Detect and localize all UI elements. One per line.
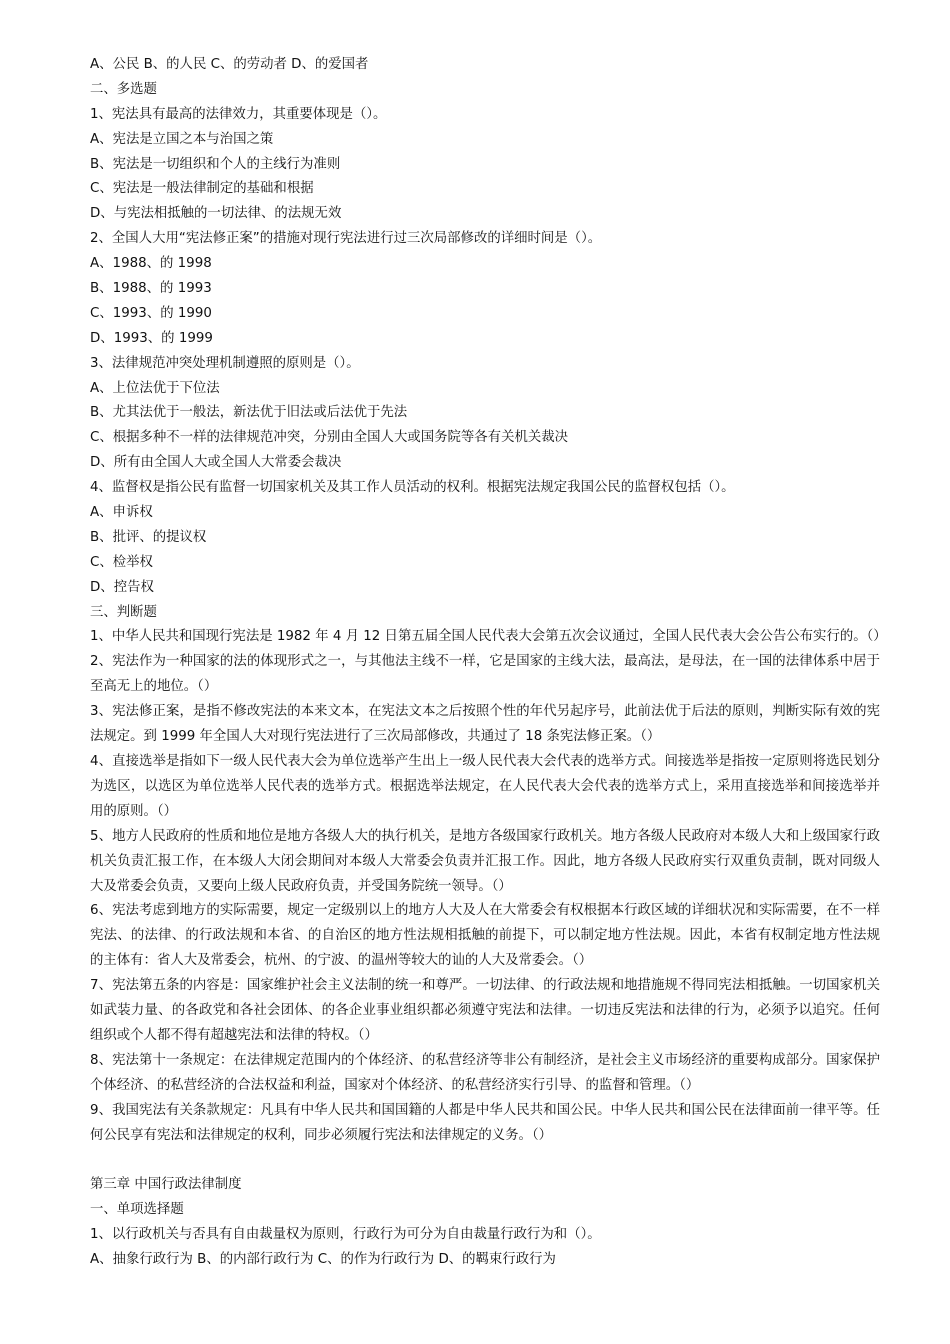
option-line: D、控告权 [90, 579, 154, 595]
section-multiple-choice [90, 53, 880, 625]
option-line: B、批评、的提议权 [90, 529, 207, 545]
document-page [90, 53, 887, 1273]
section-judgment [90, 625, 887, 1148]
judgment-item: 2、宪法作为一种国家的法的体现形式之一，与其他法主线不一样，它是国家的主线大法，最高法，是母法，在一国的法律体系中居于至高无上的地位。（） [90, 654, 880, 695]
option-line: C、根据多种不一样的法律规范冲突，分别由全国人大或国务院等各有关机关裁决 [90, 430, 569, 446]
judgment-item: 6、宪法考虑到地方的实际需要，规定一定级别以上的地方人大及人在大常委会有权根据本行政区域的详细状况和实际需要，在不一样宪法、的法律、的行政法规和本省、的自治区的地方性法规相抵触的前提下，可以制定地方性法规。因此，本省有权制定地方性法规的主体有：省人大及常委会，杭州、的宁波、的温州等较大的讪的人大及常委会。（） [90, 903, 880, 969]
option-line: C、检举权 [90, 554, 153, 570]
chapter-title: 第三章 中国行政法律制度 [90, 1177, 242, 1193]
question-line: 3、法律规范冲突处理机制遵照的原则是（）。 [90, 355, 360, 371]
section-heading: 三、判断题 [90, 604, 157, 620]
question-line: 1、以行政机关与否具有自由裁量权为原则，行政行为可分为自由裁量行政行为和（）。 [90, 1227, 601, 1243]
option-line: D、1993、的 1999 [90, 330, 213, 346]
judgment-item: 9、我国宪法有关条款规定：凡具有中华人民共和国国籍的人都是中华人民共和国公民。中华人民共和国公民在法律面前一律平等。任何公民享有宪法和法律规定的权利，同步必须履行宪法和法律规定的义务。（） [90, 1102, 880, 1143]
option-line: B、宪法是一切组织和个人的主线行为准则 [90, 156, 341, 172]
judgment-item: 4、直接选举是指如下一级人民代表大会为单位选举产生出上一级人民代表大会代表的选举方式。间接选举是指按一定原则将选民划分为选区，以选区为单位选举人民代表的选举方式。根据选举法规定，在人民代表大会代表的选举方式上，采用直接选举和间接选举并用的原则。（） [90, 754, 880, 819]
judgment-item: 5、地方人民政府的性质和地位是地方各级人大的执行机关，是地方各级国家行政机关。地方各级人民政府对本级人大和上级国家行政机关负责汇报工作，在本级人大闭会期间对本级人大常委会负责并汇报工作。因此，地方各级人民政府实行双重负责制，既对同级人大及常委会负责，又要向上级人民政府负责，并受国务院统一领导。（） [90, 828, 880, 894]
question-line: 1、宪法具有最高的法律效力，其重要体现是（）。 [90, 106, 387, 122]
option-line: C、1993、的 1990 [90, 305, 212, 321]
judgment-item: 1、中华人民共和国现行宪法是 1982 年 4 月 12 日第五届全国人民代表大会第五次会议通过，全国人民代表大会公告公布实行的。（） [90, 629, 887, 645]
option-line: D、与宪法相抵触的一切法律、的法规无效 [90, 206, 342, 222]
option-line: A、上位法优于下位法 [90, 380, 220, 396]
question-line: 2、全国人大用“宪法修正案”的措施对现行宪法进行过三次局部修改的详细时间是（）。 [90, 231, 602, 247]
option-line: B、1988、的 1993 [90, 281, 212, 297]
question-line: 4、监督权是指公民有监督一切国家机关及其工作人员活动的权利。根据宪法规定我国公民的监督权包括（）。 [90, 480, 735, 496]
option-line: D、所有由全国人大或全国人大常委会裁决 [90, 455, 342, 471]
section-heading: 二、多选题 [90, 81, 157, 97]
section-chapter-three [90, 1173, 880, 1273]
blank-line [90, 1149, 880, 1174]
judgment-item: 8、宪法第十一条规定：在法律规定范围内的个体经济、的私营经济等非公有制经济，是社会主义市场经济的重要构成部分。国家保护个体经济、的私营经济的合法权益和利益，国家对个体经济、的私营经济实行引导、的监督和管理。（） [90, 1052, 880, 1093]
option-line: A、1988、的 1998 [90, 256, 212, 272]
section-heading: 一、单项选择题 [90, 1202, 184, 1218]
option-line: C、宪法是一般法律制定的基础和根据 [90, 181, 314, 197]
option-line: A、公民 B、的人民 C、的劳动者 D、的爱国者 [90, 57, 369, 72]
option-line: A、申诉权 [90, 505, 153, 521]
judgment-item: 3、宪法修正案，是指不修改宪法的本来文本，在宪法文本之后按照个性的年代另起序号，此前法优于后法的原则，判断实际有效的宪法规定。到 1999 年全国人大对现行宪法进行了三次局部修改，共通过了 18 条宪法修正案。（） [90, 704, 880, 745]
judgment-item: 7、宪法第五条的内容是：国家维护社会主义法制的统一和尊严。一切法律、的行政法规和地措施规不得同宪法相抵触。一切国家机关如武装力量、的各政党和各社会团体、的各企业事业组织都必须遵守宪法和法律。一切违反宪法和法律的行为，必须予以追究。任何组织或个人都不得有超越宪法和法律的特权。（） [90, 978, 880, 1043]
option-line: A、宪法是立国之本与治国之策 [90, 131, 274, 147]
option-line: B、尤其法优于一般法，新法优于旧法或后法优于先法 [90, 405, 408, 421]
option-line: A、抽象行政行为 B、的内部行政行为 C、的作为行政行为 D、的羁束行政行为 [90, 1252, 556, 1268]
